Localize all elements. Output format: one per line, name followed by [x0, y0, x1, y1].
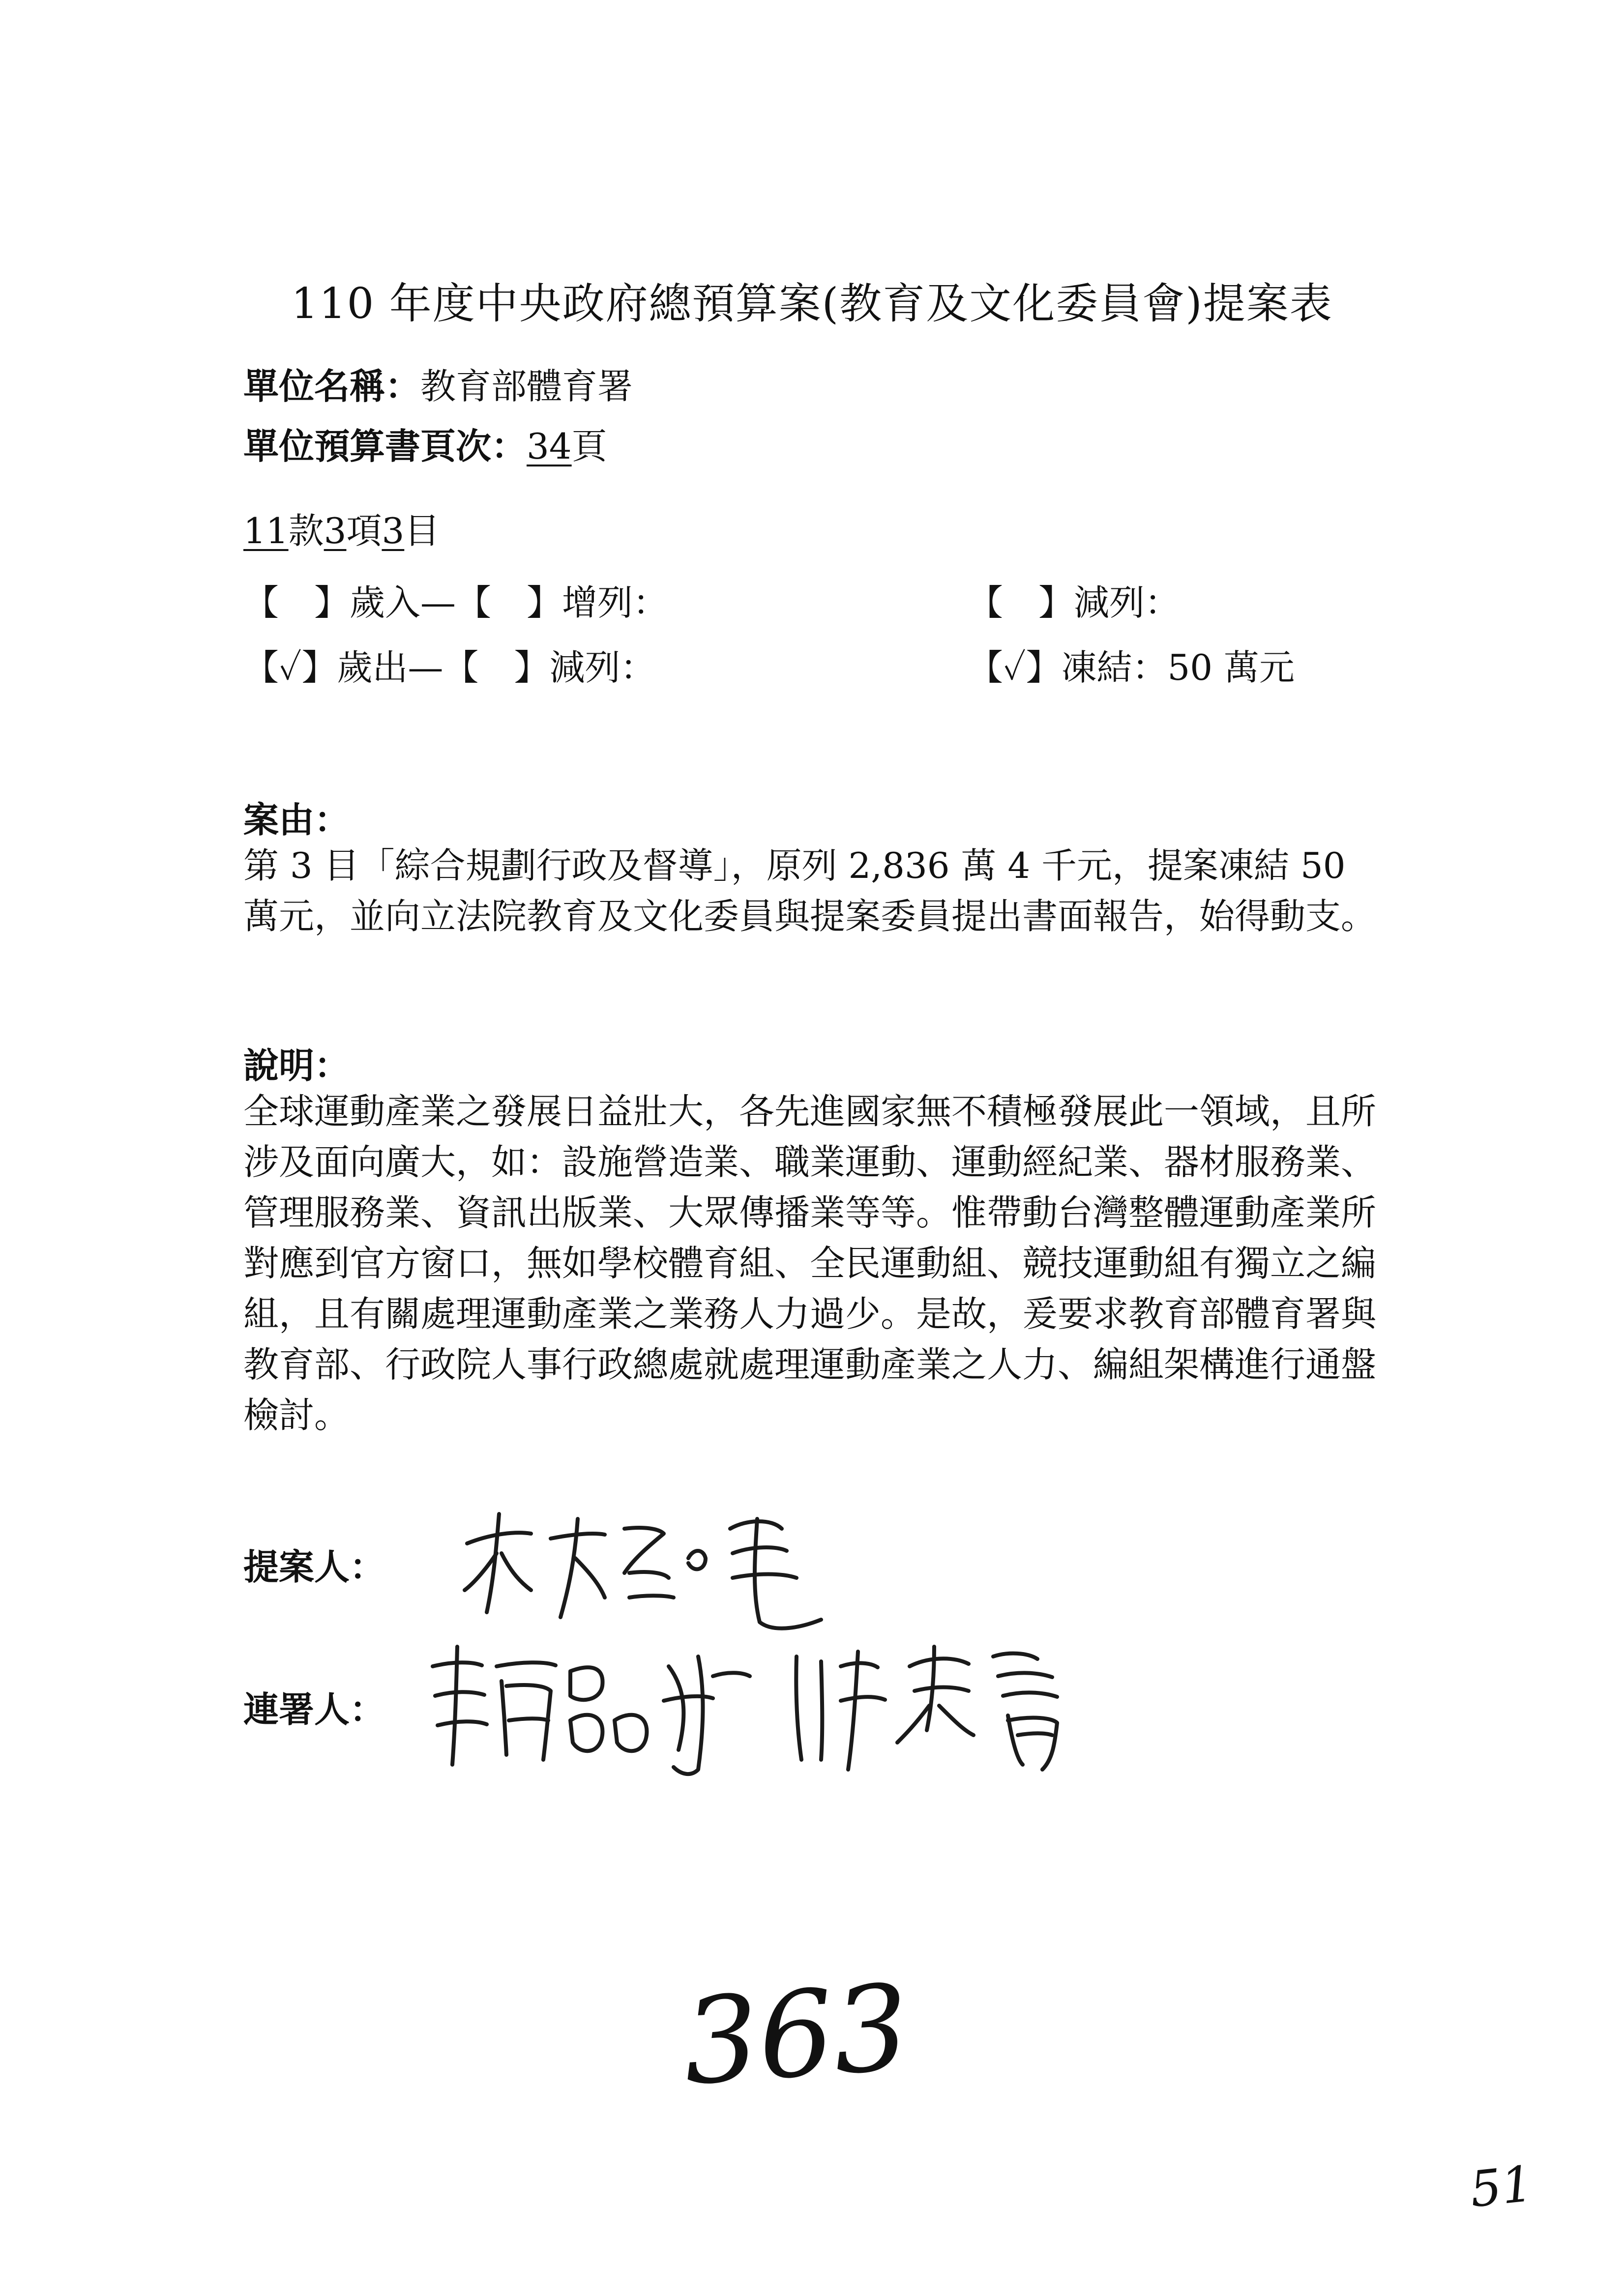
explanation-body: [243, 1086, 1384, 1441]
handwritten-page-number: 363: [679, 1958, 914, 2112]
explanation-text: 全球運動產業之發展日益壯大，各先進國家無不積極發展此一領域，且所涉及面向廣大，如：設施營造業、職業運動、運動經紀業、器材服務業、管理服務業、資訊出版業、大眾傳播業等等。惟帶動台灣整體運動產業所對應到官方窗口，無如學校體育組、全民運動組、競技運動組有獨立之編組，且有關處理運動產業之業務人力過少。是故，爰要求教育部體育署與教育部、行政院人事行政總處就處理運動產業之人力、編組架構進行通盤檢討。: [243, 1091, 1377, 1436]
cosigner-signature-2: [787, 1637, 1092, 1784]
revenue-option: 【 】歲入—【 】增列：: [243, 582, 669, 623]
section-xiang: 3: [324, 510, 347, 552]
reason-body: [243, 841, 1384, 942]
expense-option: 【✓】歲出—【 】減列：: [243, 647, 656, 688]
document-title: 110 年度中央政府總預算案(教育及文化委員會)提案表: [291, 279, 1333, 328]
section-mu-label: 目: [404, 510, 440, 552]
budget-page-row: [243, 418, 607, 469]
budget-page-label: 單位預算書頁次：: [243, 425, 527, 467]
section-xiang-label: 項: [346, 510, 382, 552]
proposer-signature: [457, 1499, 860, 1637]
section-row: [243, 502, 440, 553]
section-kuan: 11: [243, 510, 289, 552]
section-mu: 3: [382, 510, 405, 552]
unit-name-label: 單位名稱：: [243, 365, 421, 407]
unit-name-value: 教育部體育署: [420, 366, 633, 407]
handwritten-corner-mark: 51: [1467, 2154, 1536, 2219]
revenue-reduce-option: 【 】減列：: [968, 582, 1181, 623]
budget-page-value: 34: [527, 426, 572, 467]
budget-page-unit: 頁: [571, 426, 607, 467]
reason-heading: 案由：: [243, 799, 350, 841]
expense-freeze-option: 【✓】凍結：50 萬元: [968, 647, 1295, 688]
unit-name-row: [243, 358, 633, 409]
proposer-label: 提案人：: [243, 1546, 385, 1588]
cosigner-signature-1: [423, 1637, 767, 1784]
reason-text: 第 3 目「綜合規劃行政及督導」，原列 2,836 萬 4 千元，提案凍結 50 萬元，並向立法院教育及文化委員與提案委員提出書面報告，始得動支。: [243, 845, 1377, 937]
section-kuan-label: 款: [288, 510, 324, 552]
explanation-heading: 說明：: [243, 1045, 350, 1086]
cosigner-label: 連署人：: [243, 1688, 385, 1730]
